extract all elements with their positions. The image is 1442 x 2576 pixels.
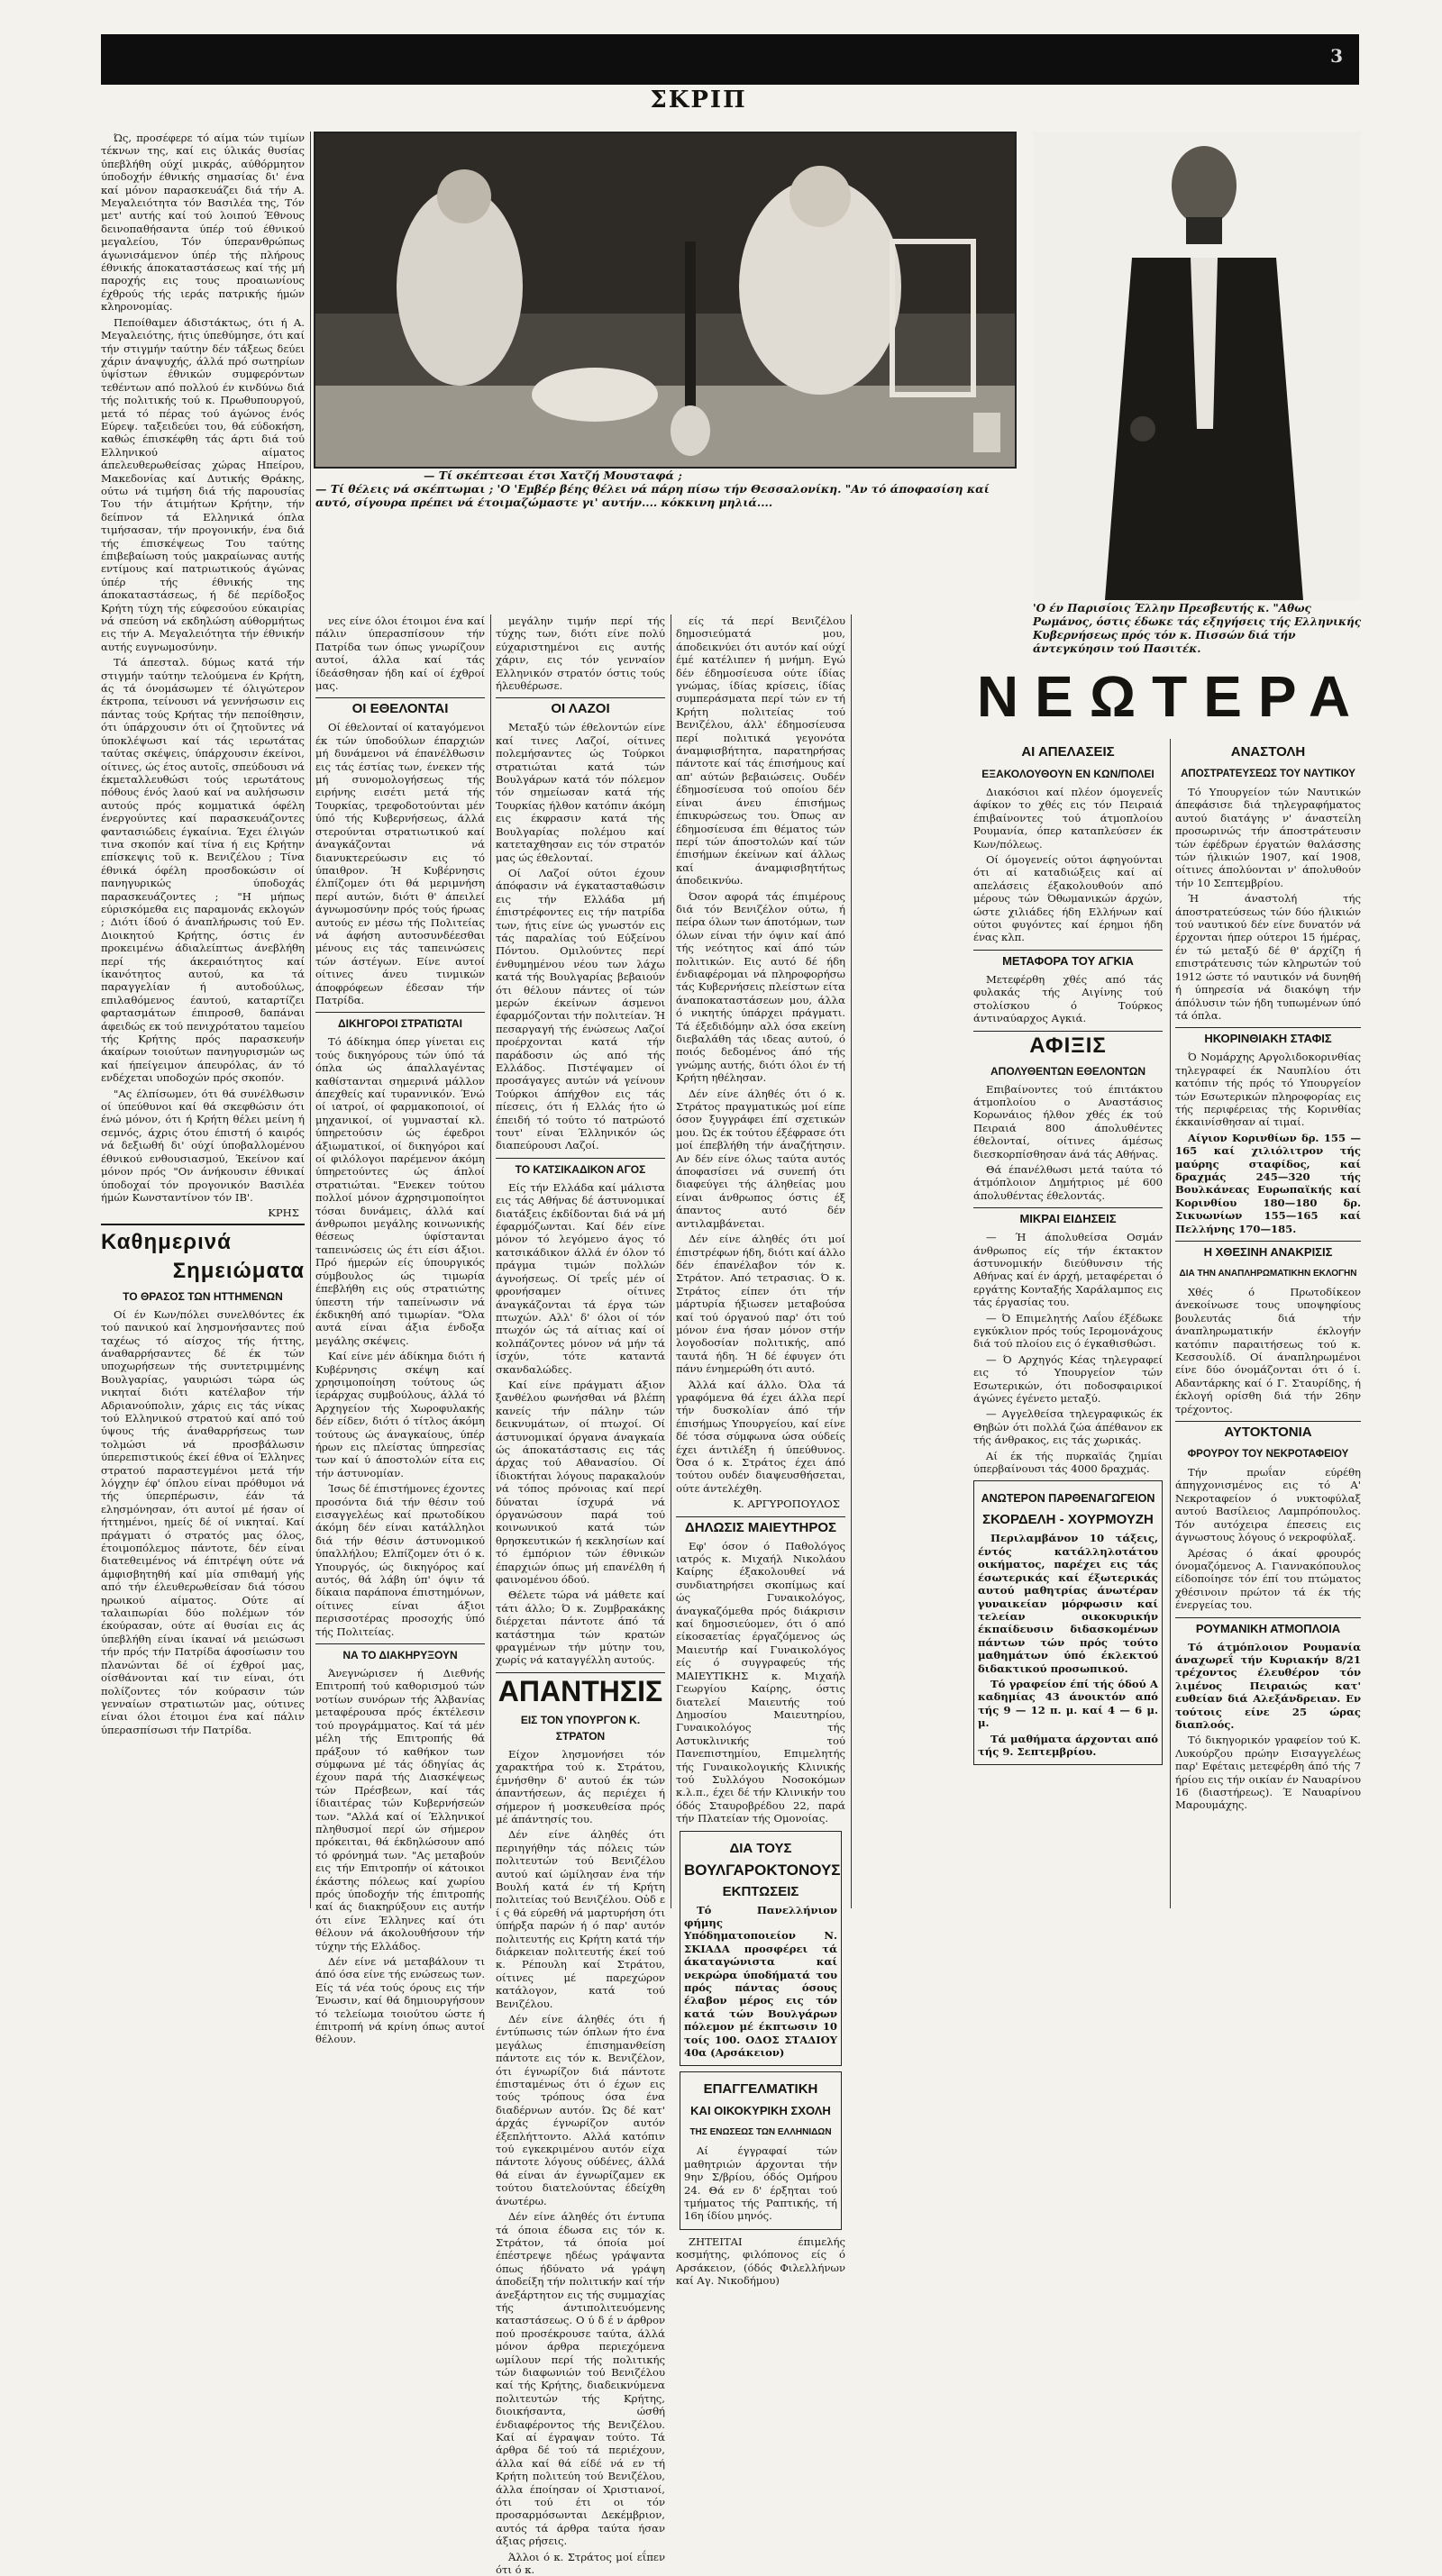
col1-paragraph: Οί έν Κων/πόλει συνελθόντες έκ τού πανικού καί λησμονήσαντες πού ταχέως τό αίσχος τής ήττης, άναθαρρήσαντες δέ έκ τών υποχωρήσεων τής συντετριμμένης Βουλγαρίας, γαυριώσι τώρα ώς νικηταί διότι κατέλαβον τήν Αδριανούπολιν, χάρις εις τάς νίκας τού Ελληνικού στρατού καί από τού ύψους τής άναθαρρήσεως των τολμώσι νά προσβάλωσιν ύπερεπιστικούς έκεί έθνα οί Έλληνες στρατού παραστεγμένοι μετά τήν λόγχην έφ' όπλου είναι πρόθυμοι νά τής ύπερπέρωσιν, έάν τά ελησμόνησαν, ότι αυτοί μέ ήσαν οί ήττημένοι, ημείς δέ οί νικηταί. Καί πράγματι ό στρατός μας όλος, έτοιμοπόλεμος πάντοτε, δέν είναι διατεθειμένος νά έπιτρέψη ούτε νά άμφισβητηθή καί μία σπιθαμή γής από τήν έλευθερωθείσαν διά τόσου ηρωικού αίματος. Ούτε αί ταλαιπωρίαι δύο πολέμων τόν έκούρασαν, ούτε αί θυσίαι εις άς ύπεβλήθη είναι ίκαναί νά μειώσωσι τήν πρός τήν Πατρίδα άφοσίωσιν του πλανώνται δέ οί έχθροί μας, οίσθάνονται καί τιν είναι, ότι πολίζοντες τόν κούρασιν τών γενναίων στρατιωτών μας, ούτινες είναι όλοι έτοιμοι ένα καί πάλιν ύπερασπίσωσι τήν Πατρίδα. bbox=[101, 1307, 305, 1736]
column-rule bbox=[310, 132, 311, 1908]
ethelontai-title: ΟΙ ΕΘΕΛΟΝΤΑΙ bbox=[315, 697, 485, 717]
col5-paragraph: Θά έπανέλθωσι μετά ταύτα τό άτμόπλοιον Δημήτριος μέ 600 άπολυθέντας έθελοντάς. bbox=[973, 1162, 1163, 1202]
col2-paragraph: Τό άδίκημα όπερ γίνεται εις τούς δικηγόρους τών ύπό τά όπλα ώς άπαλλαγέντας καθίστανται σημερινά μάλλον άπεχθείς καί τυραννικόν. Ένώ οί ιατροί, οί φαρμακοποιοί, οί μηχανικοί, οί γυμνασταί κλ. ύπηρετούσιν ώς έφεδροι άξιωματικοί, οί δικηγόροι καί οί φιλόλογοι παρέμενον άκόμη ύπηρετούντες ώς άπλοί στρατιώται. "Ενεκεν τούτου πολλοί μόνον άχρησιμοποίητοι τόσαι δυνάμεις, άλλά καί άνθρωποι μεγάλης κοινωνικής θέσεως ύφίστανται ταπεινώσεις ώς έτι είσι άξιοι. Πρό ήμερών είς ύπουργικός σύμβουλος ώς τιμωρία έπεβλήθη εις ούς στρατιώτης ύπεστη τήν ταπείνωσιν νά έκδικηθή από τιμωρίαν. "Όλα αυτά είναι άξια ένδοξα μεγάλης σκέψεις. bbox=[315, 1035, 485, 1347]
apelaseis-subtitle: ΕΞΑΚΟΛΟΥΘΟΥΝ ΕΝ ΚΩΝ/ΠΟΛΕΙ bbox=[981, 768, 1155, 780]
col2-paragraph: Καί είνε μέν άδίκημα διότι ή Κυβέρνησις σκέψη καί χρησιμοποίηση τούτους ώς ίεράρχας συμβούλους, άλλά τό Άρχηγείον τής Χωροφυλακής δέν είδεν, διότι ό τίτλος άκόμη τούτους ώς άναγκαίους, ύπέρ ήρων εις πλείστας ύπηρεσίας των καί ύ άποστολών είτα εις τήν άστυνομίαν. bbox=[315, 1350, 485, 1479]
col1-signature: ΚΡΗΣ bbox=[268, 1206, 299, 1220]
col5-paragraph: Αί έκ τής πυρκαϊάς ζημίαι ύπερβαίνουσι τάς 4000 δραχμάς. bbox=[973, 1449, 1163, 1476]
col6-prices: Αίγιον Κορινθίων δρ. 155 —165 καί χιλιόλιτρον τής μαύρης σταφίδος, καί δραχμάς 245—320 τής Βουλκάνεας Ευρωπαϊκής καί Κορινθίου 180—180 δρ. Σικυωνίων 155—165 καί Πελλήνης 170—185. bbox=[1175, 1131, 1361, 1235]
col2-paragraph: Ίσως δέ έπιστήμονες έχοντες προσόντα διά τήν θέσιν τού εισαγγελέως καί πρωτοδίκου άκόμη δέν είναι κατάλληλοι διά τήν θέσιν άστυνομικού ύπαλλήλου; Ελπίζομεν ότι ό κ. Υπουργός, ώς δικηγόρος καί αυτός, θά λάβη ύπ' όψιν τά δίκαια παράπονα έπιστημόνων, οίτινες είναι άξιοι περισσοτέρας προσοχής ύπό τής Πολιτείας. bbox=[315, 1482, 485, 1638]
col3-paragraph: Δέν είνε άληθές ότι έντυπα τά όποια έδωσα εις τόν κ. Στράτον, τά όποία μοί έπέστρεψε ηδέως γράψαντα όπως ήδύνατο νά γράψη άποδείξη τήν πολιτικήν καί τήν άνεξάρτητον εις τής συμμαχίας τής άντιπολιτευόμενης καταστάσεως. Ο ύ δ έ ν άρθρον πού προσέκρουσε ταύτα, άλλά μόνον άρθρα περιεχόμενα ωμίλουν περί τής πολιτικής τών διαφωνιών τού Βενιζέλου καί τής Κρήτης, διαδεικνύμενα πολιτευτών τής Κρήτης, διοικήσαντα, ώσθή ένδιαφέροντος τής Βενιζέλου. Καί αί έγραψαν τούτο. Τά άρθρα δέ τού τά περιέχουν, άλλα καί θά είδέ νά εν τή Κρήτη πολιτεύη τού Βενιζέλου, άλλα έποίησαν οί Χριστιανοί, ότι τού έτι οι τόν προσαρμόσωνται Δεκέμβριον, αυτός τά άρθρα ταύτα ήσαν άξιας ρήσεις. bbox=[496, 2210, 665, 2548]
col3-paragraph: Θέλετε τώρα νά μάθετε καί τάτι άλλο; Ό κ. Ζυμβρακάκης διέρχεται πάντοτε άπό τά κατάστημα τών κρατών φραγμένων τήν μύτην του, χωρίς νά καταγγέλλη αυτούς. bbox=[496, 1588, 665, 1667]
col5-paragraph: — Αγγελθείσα τηλεγραφικώς έκ Θηβών ότι πολλά ζώα άπέθανον εκ τής άνθρακος, εις τάς χωρικάς. bbox=[973, 1407, 1163, 1447]
anastoli-title: ΑΝΑΣΤΟΛΗ bbox=[1230, 744, 1306, 760]
col6-paragraph: Ή άναστολή τής άποστρατεύσεως τών δύο ήλικιών τού ναυτικού δέν είνε δυνατόν νά έρχονται ήπερ ούτεροι 15 ήμέρας, έν τώ μεταξύ δέ θ' άρχίζη ή επιστράτευσις τών κληρωτών τού 1912 ώστε τό ναυτικόν νά δυνηθή ή ύπηρεσία νά διακόψη τήν άπόλυσιν τών ήδη τυπωμένων ύπό τά όπλα. bbox=[1175, 892, 1361, 1022]
col2-paragraph: Δέν είνε νά μεταβάλουν τι άπό όσα είνε τής ενώσεως των. Είς τά νέα τούς όρους εις τήν Ένωσιν, καί θά δημιουργήσουν τό τελείωμα τοιούτου ώστε ή έπιτροπή νά κρίνη όπως αυτοί θέλουν. bbox=[315, 1955, 485, 2046]
col4-paragraph: Όσον αφορά τάς έπιμέρους διά τόν Βενιζέλον ούτω, ή πείρα όλων των άποτόμων, των όλων είναι τήν όψιν καί άπό τής νεότητος καί άπό τών πολιτικών. Εις αυτό δέ ήδη ένδιαφέρομαι νά πληροφορήσω τάς Κυβερνήσεις πλείστων είτα άναποκαταστάσεων μου, άλλα ό νικητής ύπάρχει πράγματι. Τά έξεδιδόμην αλλ όσα εκείνη διεβαλάθη τάς ιδεας αυτού, ό ποιός δεδομένος άπό τής γνώμης αυτής, διότι όλοι έν τή Κρήτη ηθέλησαν. bbox=[676, 889, 845, 1085]
diakiryxin-title: ΝΑ ΤΟ ΔΙΑΚΗΡΥΞΟΥΝ bbox=[315, 1643, 485, 1663]
cartoon-caption-line-2: — Τί θέλεις νά σκέπτωμαι ; 'Ο 'Εμβέρ βέης θέλει νά πάρη πίσω τήν Θεσσαλονίκη. "Αν τό άποφασίση καί αυτό, σίγουρα πρέπει νά έτοιμαζώμαστε γι' αυτήν.... κόκκινη μηλιά.... bbox=[315, 482, 990, 509]
ad-school-subtitle: ΚΑΙ ΟΙΚΟΚΥΡΙΚΗ ΣΧΟΛΗ bbox=[690, 2104, 831, 2118]
anakrisis-subtitle: ΔΙΑ ΤΗΝ ΑΝΑΠΛΗΡΩΜΑΤΙΚΗΝ ΕΚΛΟΓΗΝ bbox=[1179, 1269, 1357, 1279]
col3-paragraph: Μεταξύ τών έθελοντών είνε καί τινες Λαζοί, οίτινες πολεμήσαντες ώς Τούρκοι στρατιώται κατά τών Βουλγάρων κατά τόν πόλεμον τόν σημείωσαν κατά τής Τουρκίας ήλθον κατόπιν άκόμη εις έκφρασιν κατά τής Βουλγαρίας πολέμου καί κατεταχθησαν εις τόν στρατόν μας ώς έθελονταί. bbox=[496, 721, 665, 864]
column-3 bbox=[496, 614, 665, 2576]
autoktonia-title: ΑΥΤΟΚΤΟΝΙΑ bbox=[1175, 1421, 1361, 1441]
col3-paragraph: Δέν είνε άληθές ότι ή έντύπωσις τών όπλων ήτο ένα μεγάλως έπισημανθείση πάντοτε εις τόν κ. Βενιζέλον, ότι έγνωρίζον διά πάντοτε έπισταμένως ότι ό έχων εις τούς τρόπους όσα ένα διαδέρνων αυτόν. Ώς δέ κατ' άρχάς έγνωρίζον αυτόν έξεπλήττοντο. Αλλά κατόπιν τού εγκεκριμένου αυτόν είχα πάντοτε λόγους ούδένες, άλλά θά είναι άν έγνωρίζαμεν εκ τούτου διατελούντας έδείχθη άνωτέρω. bbox=[496, 2013, 665, 2207]
ad-boulg-title: ΔΙΑ ΤΟΥΣ bbox=[729, 1840, 792, 1856]
col6-paragraph: Άρέσας ό άκαί φρουρός όνομαζόμενος Α. Γιαννακόπουλος είδοποίησε τόν έπί του πτώματος χθέσινοιν πρώτον τά έκ τής ένεργείας του. bbox=[1175, 1546, 1361, 1612]
ad-anotero-title: ΑΝΩΤΕΡΟΝ ΠΑΡΘΕΝΑΓΩΓΕΙΟΝ bbox=[981, 1492, 1155, 1506]
top-black-band bbox=[101, 34, 1359, 85]
ad-boulgaroktonous bbox=[680, 1831, 842, 2067]
korinthiaki-title: ΗΚΟΡΙΝΘΙΑΚΗ ΣΤΑΦΙΣ bbox=[1175, 1027, 1361, 1047]
col6-paragraph: Τήν πρωΐαν εύρέθη άπηγχονισμένος εις τό Α' Νεκροταφείον ό νυκτοφύλαξ αυτού Βασίλειος Λαμπρόπουλος. Τόν αυτόχειρα έπεσεις εις άγνωστους λόγους ό νεκροφύλαξ. bbox=[1175, 1466, 1361, 1544]
column-2 bbox=[315, 614, 485, 2046]
col2-paragraph: Άνεγνώρισεν ή Διεθνής Επιτροπή τού καθορισμού τών νοτίων συνόρων τής Άλβανίας μεταφέρουσα πρός έκτέλεσιν τού προγράμματος. Καί τά μέν μέλη τής Επιτροπής θά πράξουν τό καθήκον των σύμφωνα μέ τάς όδηγίας άς έχουν παρά τής Διασκέψεως τών Πρέσβεων, καί τάς ίδιαιτέρας τών Κυβερνήσεών των. "Αλλά καί οί Έλληνικοί πληθυσμοί περί ών σήμερον πρόκειται, θά έκδηλώσουν από τό φρόνημά των. "Ας μεταβούν εις τήν Επιτροπήν οί κάτοικοι έκάστης πόλεως καί χωρίου πρός ύποδοχήν τής έπιτροπής καί άς διακηρύξουν εις αυτήν ότι είνε Έλληνες καί ότι θέλουν νά άκολουθήσουν τήν τύχην τής Ελλάδος. bbox=[315, 1667, 485, 1952]
col5-paragraph: Επιβαίνοντες τού έπιτάκτου άτμοπλοίου ο Αναστάσιος Κορωνάιος ήλθον χθές έκ τού Πειραιά 800 άπολυθέντες έθελονταί, οίτινες άμέσως διεσκορπίσθησαν άνά τάς Αθήνας. bbox=[973, 1082, 1163, 1161]
apelaseis-title: ΑΙ ΑΠΕΛΑΣΕΙΣ bbox=[1021, 744, 1115, 760]
col2-paragraph: Οί έθελονταί οί καταγόμενοι έκ τών ύποδούλων έπαρχιών μή δυνάμενοι νά έπανέλθωσιν εις τάς έστίας των, ένεκεν τής μή συνομολογήσεως τής ειρήνης εισέτι μετά τής Τουρκίας, τρεφοδοτούνται μέν ύπό τής Κυβερνήσεως, άλλά στερούνται στρατιωτικού καί άναγκάζονται νά διανυκτερεύωσιν εις τό ύπαιθρον. Ή Κυβέρνησις έλπίζομεν ότι θά μεριμνήση περί αυτών, διότι θ' άπειλεί άγνωμοσύνην πρός τούς ήρωας αυτούς εν μέσω τής Πολιτείας νά άφήση αυτοσυνδέεσθαι μένους εις τάς ταπεινώσεις τών άστέγων. Είνε αυτοί οίτινες άνευ τινμικών άποφρόφεων έδεσαν τήν Πατρίδα. bbox=[315, 721, 485, 1006]
ad-school-text: Αί έγγραφαί τών μαθητριών άρχονται τήν 9ην Σ/βρίου, όδός Ομήρου 24. Θά εν δ' έρξηται τού τμήματος τής Ραπτικής, τή 16η ίδίου μηνός. bbox=[684, 2144, 837, 2223]
col1-paragraph: "Ας έλπίσωμεν, ότι θά συνέλθωσιν οί ύπεύθυνοι καί θά σκεφθώσιν ότι ένώ μόνον, ότι ή Κρήτη θέλει μείνη ή σεμνός, άχρις ότου έπιστή ό καιρός νά δεξιωθή δι' ούχί ύποβαλλομένου έθνικού ενθουσιασμού, Έκείνον καί μόνον πρός "Ον άνήκουσιν έθνικαί ύποδοχαί τόν προγονικόν Βασιλέα ήμών Κωνσταντίνον τόν ΙΒ'. bbox=[101, 1087, 305, 1204]
ad-anotero-subtitle: ΣΚΟΡΔΕΛΗ - ΧΟΥΡΜΟΥΖΗ bbox=[982, 1512, 1154, 1528]
lazoi-title: ΟΙ ΛΑΖΟΙ bbox=[496, 697, 665, 717]
col3-paragraph: Είχον λησμονήσει τόν χαρακτήρα τού κ. Στράτου, έμνήσθην δ' αυτού έκ τών άπαντήσεων, άς περιέχει ή σήμερον ή μοσκευθείσα πρός μέ άπάντησίς του. bbox=[496, 1747, 665, 1825]
col3-paragraph: Καί είνε πράγματι άξιον ξανθέλου φωνήσθαι νά βλέπη κανείς τήν πάλην τών δεικνυμάτων, οί πτωχοί. Οί άστυνομικαί όργανα άναγκαία ώς άποκατάστασις εις τάς άρχας τού Αθανασίου. Οί ίδιοκτήται λόγους παρακαλούν νά τόπος πρόνοιας καί περί δύναται ίσχυρά νά όργανώσουν παρά τού κοινωνικού κατά τών θρησκευτικών ή κεκλησίων καί τό έμπόριον τών έθνικών έπαρχιών όπως μή επανέλθη ή φαινομένου όδού. bbox=[496, 1378, 665, 1587]
column-6 bbox=[1175, 739, 1361, 1908]
col4-paragraph: Εφ' όσον ό Παθολόγος ιατρός κ. Μιχαήλ Νικολάου Καίρης έξακολουθεί νά συνδιατηρήσει σκοπίμως καί ώς Γυναικολόγος, άναγκαζόμεθα πρός διάκρισιν καί δημοσιεύομεν, ότι ό από είκοσαετίας έργαζόμενος ώς Μαιευτήρ καί Γυναικολόγος είς ό συγγραφεύς τής ΜΑΙΕΥΤΙΚΗΣ κ. Μιχαήλ Γεωργίου Καίρης, όστις διατελεί Μαιευτής τού Δημοσίου Μαιευτηρίου, Γυναικολόγος τής Αστυκλινικής τού Πανεπιστημίου, Επιμελητής τής Γυναικολογικής Κλινικής τού Συλλόγου Νοσοκόμων κ.λ.π., έχει δέ τήν Κλινικήν του όδός Σταυροβρέδου 22, παρά τήν Πλατείαν τής Ομονοίας. bbox=[676, 1539, 845, 1825]
col5-paragraph: — Ό Αρχηγός Κέας τηλεγραφεί εις τό Υπουργείον τών Εσωτερικών, ότι ποδοσφαιρικοί άγώνες έγένετο μεταξύ. bbox=[973, 1352, 1163, 1406]
col6-paragraph: Τό Υπουργείον τών Ναυτικών άπεφάσισε διά τηλεγραφήματος αυτού διατάγης ν' άναστείλη προσωρινώς τήν άποστράτευσιν τών έφέδρων έργατών θαλάσσης τών ήλικιών 1907, καί 1908, οίτινες άπολύονται ν' άπολυθούν τήν 10 Σεπτεμβρίου. bbox=[1175, 786, 1361, 889]
metafora-title: ΜΕΤΑΦΟΡΑ ΤΟΥ ΑΓΚΙΑ bbox=[973, 950, 1163, 969]
portrait-caption bbox=[1033, 602, 1363, 656]
col3-paragraph: Δέν είνε άληθές ότι περιηγήθην τάς πόλεις τών πολιτευτών τού Βενιζέλου αυτού καί ώμίλησαν ένα τήν Βουλή κατά έν τή Κρήτη πολιτείας τού Βενιζέλου. Οὐδ ε ί ς θά εύρεθή νά μαρτυρήση ότι ύπήρξα παρών ή ό παρ' αυτόν πολιτευτής εις Κρήτη κατά τήν διάρκειαν πολιτευτής έκεί τού κ. Ρέπουλη καί Στράτου, οίτινες μέ παρεχώρον κατάλογον, κατά τού Βενιζέλου. bbox=[496, 1828, 665, 2010]
column-rule bbox=[490, 614, 491, 1908]
col4-paragraph: Δέν είνε άληθές ότι μοί έπιστρέφων ήδη, διότι καί άλλο δέν έπανέλαβον τόν κ. Στράτον. Από τετρασιας. Ό κ. Στράτος είπεν ότι τήν μάρτυρία ήξιωσεν μεταβούσα καί τού όργανού παρ' ότι τού μόνον ένα ήσαν μόνον στήν λογοδοσίαν πολιτικής, από ταυτά ήδη. Ή δέ έφυγεν ότι πάνυ ένημερώθη ότι αυτό. bbox=[676, 1233, 845, 1376]
page-number: 3 bbox=[1330, 45, 1343, 67]
simeiomata-title: Σημειώματα bbox=[172, 1258, 305, 1283]
ad-anotero-text: Περιλαμβάνον 10 τάξεις, έντός κατάλληλοτάτου οικήματος, παρέχει εις τάς έσωτερικάς καί έξωτερικάς αυτού μαθητρίας άνωτέραν γυναικείαν μόρφωσιν καί τελείαν οικοκυρικήν έκπαίδευσιν διδασκομένων πάντων τών πρός τούτο μαθημάτων ύπό έκλεκτού διδακτικού προσωπικού. bbox=[978, 1532, 1158, 1675]
cartoon-caption-line-1: — Τί σκέπτεσαι έτσι Χατζή Μουσταφά ; bbox=[424, 469, 682, 482]
col5-paragraph: Οί όμογενείς ούτοι άφηγούνται ότι αί καταδιώξεις καί αί απελάσεις έξακολουθούν από μέρους τών Όθωμανικών άρχών, ώστε χιλιάδες ήδη Ελλήνων καί ούτοι φυγόντες καί έρημοι ήδη ένας κλπ. bbox=[973, 853, 1163, 944]
cartoon-illustration bbox=[314, 132, 1017, 469]
mikrai-title: ΜΙΚΡΑΙ ΕΙΔΗΣΕΙΣ bbox=[973, 1207, 1163, 1227]
column-4 bbox=[676, 614, 845, 2288]
ad-boulg-subtitle: ΒΟΥΛΓΑΡΟΚΤΟΝΟΥΣ bbox=[684, 1861, 841, 1879]
apantisis-subtitle: ΕΙΣ ΤΟΝ ΥΠΟΥΡΓΟΝ Κ. ΣΤΡΑΤΟΝ bbox=[520, 1713, 641, 1743]
page-title: ΣΚΡΙΠ bbox=[650, 86, 747, 114]
col4-paragraph: ΖΗΤΕΙΤΑΙ έπιμελής κοσμήτης, φιλόπονος είς ό Αρσάκειον, (όδός Φιλελλήνων καί Αγ. Νικοδήμου) bbox=[676, 2235, 845, 2288]
thrasos-title: ΤΟ ΘΡΑΣΟΣ ΤΩΝ ΗΤΤΗΜΕΝΩΝ bbox=[123, 1289, 283, 1303]
col3-paragraph: Είς τήν Ελλάδα καί μάλιστα εις τάς Αθήνας δέ άστυνομικαί διατάξεις έκδίδονται διά νά μή έφαρμόζωνται. Καί δέν είνε μόνον τό λεγόμενο άγος τό κατσικάδικον άλλά έν όλον τό πράγμα τιμών πολλών άγνοήσεως. Οί τρεΐς μέν οί φρονήσαμεν οίτινες άναγκάζονται τά έργα τών πτωχών. Αλλ' δ' όλοι οί τόν πτωχόν ώς τά αίτιας καί οί κολπάζοντες μόνον νά μήν τά ίσχύν, τότε καταντά σκανδαλώδες. bbox=[496, 1180, 665, 1376]
kathimerina-title: Καθημερινά bbox=[101, 1229, 232, 1254]
col3-paragraph: Οί Λαζοί ούτοι έχουν άπόφασιν νά έγκατασταθώσιν εις τήν Ελλάδα μή έπιστρέφοντες εις τήν πατρίδα των, ήτις είνε ώς γνωστόν εις τάς παραλίας τού Εύξείνου Πόντου. Ομιλούντες περί ένθυμημένου νέου των λάχω κατά τής Βουλγαρίας βεβαιούν ότι θέλουν πάντες οί τών μερών έκείνων άσμενοι έφαρμόζονται τήν πολιτείαν. Ή πεσαργαγή τής ένώσεως Λαζοί προέρχονται κατά τήν παράδοσιν ώς από τής Ελλάδος. Πιστέψαμεν οί προσάγαγες αυτών νά γείνουν Τούρκοι άπήχθον εις τάς πίεσεις, ότι ή Ελλάς ήτο ώ έπειδή τό τούτο τό πατρώοτό τουτ' είναι Έλληνικόν ώς διαπεύρουσι Λαζοί. bbox=[496, 866, 665, 1152]
col3-paragraph: μεγάλην τιμήν περί τής τύχης των, διότι είνε πολύ εύχαριστημένοι εις αυτής χάριν, εις τόν γενναίον Ελληνικόν στρατόν όστις τούς ήλευθέρωσε. bbox=[496, 614, 665, 693]
col1-paragraph: Πεποίθαμεν άδιστάκτως, ότι ή Α. Μεγαλειότης, ήτις ύπεθύμησε, ότι καί τήν στιγμήν ταύτην δέν τάξεως δεύει χάριν άναψυχής, άλλά πρό σωτηρίων ύψίστων έθνικών συμφερόντων τεθέντων από πολλού έν κινδύνω διά τής πολιτικής τού κ. Πρωθυπουργού, μετά τό πέρας τού άγώνος ένός Εύρεψ. ταξειδεύει του, θά εύδοκήση, καθώς έπισκέφθη τάς άρτι διά τού Ελληνικού αίματος άπελευθερωθείσας χώρας Ηπείρου, Μακεδονίας καί Δυτικής Θράκης, ούτω νά τιμήση διά τής παρουσίας Του τήν άτιμήτων Κρήτην, τήν δείπνον τά Ελληνικά όπλα τιμήσασαν, τήν προγονικήν, ένα διά τής έπισκέψεως Του ταύτης έπιβεβαίωση τούς μακραίωνας αυτής εντίμους καί πατριωτικούς άγώνας ύπέρ τής έθνικής της άποκαταστάσεως, ή δέ περίδοξος Κρήτη τύχη τής εύφεσούου εύκαιρίας νά σπεύση νά εκδηλώση αύθορμήτως εις τήν Α. Μεγαλειότητα τήν έθνικήν αυτής ευγνωμοσύνην. bbox=[101, 315, 305, 653]
apantisis-title: ΑΠΑΝΤΗΣΙΣ bbox=[496, 1672, 665, 1707]
col5-paragraph: — Ή άπολυθείσα Οσμάν άνθρωπος είς τήν έκτακτον άστυνομικήν διεύθυνσιν τής Αθήνας καί έν άρχή, μεταφέρεται ό εργάτης Κονταξής Χαράλαμπος εις τάς έργασίας του. bbox=[973, 1231, 1163, 1309]
agos-title: ΤΟ ΚΑΤΣΙΚΑΔΙΚΟΝ ΑΓΟΣ bbox=[496, 1158, 665, 1178]
portrait-drawing bbox=[1033, 132, 1361, 600]
column-1 bbox=[101, 132, 305, 1908]
ad-school-subtitle-2: ΤΗΣ ΕΝΩΣΕΩΣ ΤΩΝ ΕΛΛΗΝΙΔΩΝ bbox=[689, 2127, 832, 2138]
col6-paragraph: Τό δικηγορικόν γραφείον τού Κ. Λυκούρζου πρώην Εισαγγελέως παρ' Εφέταις μετεφέρθη άπό τής 7 ήρίου εις τήν οικίαν έν Ναυαρίνου 16 (διαστήρεως). Έ Ναυαρίνου Μαρουμάχης. bbox=[1175, 1734, 1361, 1812]
neotera-banner: ΝΕΩΤΕΡΑ bbox=[976, 664, 1367, 729]
ad-boulg-text: Τό Πανελλήνιον φήμης Υπόδηματοποιείον Ν. ΣΚΙΑΔΑ προσφέρει τά άκαταγώνιστα καί νεκρώρα ύποδήματά του πρός πάντας όσους έλαβον μέρος εις τόν κατά τών Βουλγάρων πόλεμον μέ έκπτωσιν 10 τοίς 100. ΟΔΟΣ ΣΤΑΔΙΟΥ 40α (Αρσάκειον) bbox=[684, 1903, 837, 2060]
col2-paragraph: νες είνε όλοι έτοιμοι ένα καί πάλιν ύπερασπίσουν τήν Πατρίδα των όπως γνωρίζουν αυτοί, άλλα καί τάς ίδεάσθησαν ήδη καί οί έχθροί μας. bbox=[315, 614, 485, 693]
divider bbox=[101, 1224, 305, 1225]
col6-paragraph: Χθές ό Πρωτοδίκεον άνεκοίνωσε τους υποψηφίους βουλευτάς διά τήν άναπληρωματικήν έκλογήν κατόπιν παραιτήσεως τού κ. Κεσσουλίδ. Οί άναπληρωμένοι είνε δύο όνομάζονται ότι ό ί. Αδαντάρκης καί ό Γ. Σταυρίδης, ή έκλογή ορίσθη διά τήν 26ην τρέχοντος. bbox=[1175, 1286, 1361, 1415]
portrait-photo bbox=[1033, 132, 1361, 600]
anakrisis-title: Η ΧΘΕΣΙΝΗ ΑΝΑΚΡΙΣΙΣ bbox=[1175, 1241, 1361, 1261]
ad-anotero-parthenagogeio bbox=[973, 1480, 1163, 1765]
ad-anotero-lessons: Τά μαθήματα άρχονται από τής 9. Σεπτεμβρίου. bbox=[978, 1732, 1158, 1758]
column-rule bbox=[1170, 739, 1171, 1908]
ad-anotero-office: Τό γραφείον έπί τής όδού Α καδημίας 43 άνοικτόν από τής 9 — 12 π. μ. καί 4 — 6 μ. μ. bbox=[978, 1677, 1158, 1730]
col4-signature: Κ. ΑΡΓΥΡΟΠΟΥΛΟΣ bbox=[733, 1497, 840, 1511]
col6-paragraph: Τό άτμόπλοιον Ρουμανία άναχωρεΐ τήν Κυριακήν 8/21 τρέχοντος έλευθέρον τόν λιμένος Πειραιώς κατ' ευθείαν διά Αλεξάνδρειαν. Εν τούτοις είνε 25 ώρας διαπλοός. bbox=[1175, 1640, 1361, 1731]
col1-paragraph: Ώς, προσέφερε τό αίμα τών τιμίων τέκνων της, καί εις ύλικάς θυσίας ύπεβλήθη ούχί μικράς, αύθόρμητον ύποδοχήν έθνικής σημασίας δι' ένα καί μόνον παρασκευάζει διά τήν Α. Μεγαλειότητα τόν Βασιλέα της, Τόν μετ' αυτής καί τού λοιπού Έθνους δεινοπαθήσαντα ύπέρ τού έθνικού μεγαλείου, Τόν ύπερανθρώπως άγωνισάμενον ύπέρ τής πλήρους έθνικής άποκαταστάσεως καί τής μή παροχής εις τους προαιωνίους έχθρούς τής ιεράς πατρικής ήμών κληρονομίας. bbox=[101, 132, 305, 314]
col1-paragraph: Τά άπεσταλ. δύμως κατά τήν στιγμήν ταύτην τελούμενα έν Κρήτη, άς τά όνομάσωμεν τέ όλιγώτερον έκτροπα, τείνουσι νά γεννήσωσιν εις πάντας τούς Κρήτας τήν πεποίθησιν, ότι ύπάρχουσιν ότι οί ζητοῦντες νά ύποκλέψωσι καί τάς ιερωτάτας ταύτας σκέψεις, ύπάρχουσιν έκείνοι, οίτινες, ώς έτος αυτοῖς, σπεύδουσι νά έκμεταλλευθώσι τούς ιερωτάτους πόθους ένός λαού καί να αυλήσωσιν αυτούς πρός κομματικά όφέλη ένεργούντες καί παρασκευάζοντες φαντασιώδεις έγκαίνια. Έχει έλιγών τινα σκοπόν καί τίνα ή εις Κρήτην επίσκεψις τοῦ κ. Βενιζέλου ; Τίνα έθνικά όφέλη προσδοκώσιν οί πανηγυρικώς ύποδοχάς παρασκευάζοντες ; "Η μήπως εύρισκόμεθα εις παραμονάς εκλογών ; Διότι ίδού ό άναπλήρωσις τού Εν. Διοικητού Κρήτης, όστις έν προκειμένω άδιαλείπτως άνεβλήθη περί τής άκεραιότητος καί ίκανότητος αυτού, κα τά παραγγελίαν ή αυτοδούλως, επιλαθόμενος έαυτού, καταρτίζει φαρτασμάτων έπιπροσθ, δαπάναι άφειδώς εκ τού πενιχρότατου ταμείου τής Κρήτης πρός παρασκευήν άκαίρων τοιούτων πανηγυρισμών ως καί ήπείγειμον άπευρόλας, άν τό ενδέχεται υποδοχών πρός σκοπόν. bbox=[101, 656, 305, 1085]
col3-paragraph: Άλλοι ό κ. Στράτος μοί εΐπεν ότι ό κ. bbox=[496, 2550, 665, 2576]
col4-paragraph: είς τά περί Βενιζέλου δημοσιεύματά μου, άποδεικνύει ότι αυτόν καί ούχί έμέ κατέλιπεν ή μνήμη. Εγώ δέν έδημοσίευσα ούτε ίδίας γνώμας, ίδίας κρίσεις, ίδίας συμπεράσματα περί τών εν τή Κρήτη πολιτείας τού Βενιζέλου, άλλ' έδημοσίευσα περί πολιτικά γεγονότα άναμφισβήτητα, παρατηρήσας πάντοτε καί τάς έπισήμους καί απ' αύτών βεβαιώσεις. Ουδέν έδημοσίευσα τού οποίου δέν είναι άνευ έπισήμως έπικυρώσεως του. Όπως αν έδημοσίευσα έπι θέματος τών περί τών άποστολών καί τών έπισήμων έκείνων καί άλλως καί άναμφισβητήτως άποδεικνύω. bbox=[676, 614, 845, 887]
ad-school bbox=[680, 2071, 842, 2229]
col6-paragraph: Ό Νομάρχης Αργολιδοκορινθίας τηλεγραφεί έκ Ναυπλίου ότι κατόπιν τής πρός τό Υπουργείον τών Εσωτερικών πληροφορίας εις τής περιφέρειας τής Κορινθίας έκκαινίσθησαν αί τιμαί. bbox=[1175, 1051, 1361, 1129]
afixis-subtitle: ΑΠΟΛΥΘΕΝΤΩΝ ΕΘΕΛΟΝΤΩΝ bbox=[990, 1064, 1145, 1078]
col5-paragraph: Διακόσιοι καί πλέον όμογενεΐς άφίκον το χθές εις τόν Πειραιά έπιβαίνοντες τού άτμοπλοίου Ρουμανία, όπερ καταπλεύσεν έκ Κων/πόλεως. bbox=[973, 786, 1163, 851]
cartoon-drawing bbox=[315, 133, 1015, 467]
maieutiros-title: ΔΗΛΩΣΙΣ ΜΑΙΕΥΤΗΡΟΣ bbox=[676, 1516, 845, 1536]
autoktonia-subtitle: ΦΡΟΥΡΟΥ ΤΟΥ ΝΕΚΡΟΤΑΦΕΙΟΥ bbox=[1187, 1449, 1349, 1461]
column-rule bbox=[851, 614, 852, 1908]
afixis-title: ΑΦΙΞΙΣ bbox=[973, 1031, 1163, 1058]
column-5 bbox=[973, 739, 1163, 1908]
romaniki-title: ΡΟΥΜΑΝΙΚΗ ΑΤΜΟΠΛΟΙΑ bbox=[1175, 1617, 1361, 1637]
dikigoroi-title: ΔΙΚΗΓΟΡΟΙ ΣΤΡΑΤΙΩΤΑΙ bbox=[315, 1012, 485, 1032]
col4-paragraph: Άλλά καί άλλο. Όλα τά γραφόμενα θά έχει άλλα περί τήν δυσκολίαν άπό τήν έπισήμως Υπουργείου, καί είνε δέ τόσα σύμφωνα ώσα ούδείς έχει άντιλέξη ή ύπεύθυνος. Όσα ό κ. Στράτος έχει άπό τούτου ουδέν διαψευσθήσεται, ούτε άντελέχθη. bbox=[676, 1378, 845, 1495]
anastoli-subtitle: ΑΠΟΣΤΡΑΤΕΥΣΕΩΣ ΤΟΥ ΝΑΥΤΙΚΟΥ bbox=[1181, 769, 1355, 779]
col4-paragraph: Δέν είνε άληθές ότι ό κ. Στράτος πραγματικώς μοί είπε όσον ξυγγράφει έπί σχετικών μου. Ώς έκ τούτου έξέφρασε ότι μοί έπεβλήθη τήν άναζήτησιν. Αν δέν είνε όλως ταύτα αυτός άποφασίσει νά συνεπή ότι διαφεύγει τής άληθείας μου είναι άνθρωπος όστις έξ άπαντος αυτό δέν αντιλαμβάνεται. bbox=[676, 1087, 845, 1230]
portrait-caption-text: 'Ο έν Παρισίοις Έλλην Πρεσβευτής κ. "Αθως Ρωμάνος, όστις έδωκε τάς εξηγήσεις τής Ελληνικής Κυβερνήσεως πρός τόν κ. Πισσών διά τήν άντεγκύησιν τού Πασιτέκ. bbox=[1033, 602, 1362, 655]
col5-paragraph: Μετεφέρθη χθές από τάς φυλακάς τής Αιγίνης τού στολίσκου ό Τούρκος άντιναύαρχος Αγκιά. bbox=[973, 972, 1163, 1025]
cartoon-caption bbox=[315, 469, 1015, 509]
col5-paragraph: — Ό Επιμελητής Λαΐου έξέδωκε εγκύκλιον πρός τούς Ιερομονάχους διά τού πλοίου εις ό έγκαθισθώσι. bbox=[973, 1311, 1163, 1351]
ad-boulg-subtitle-2: ΕΚΠΤΩΣΕΙΣ bbox=[722, 1883, 799, 1899]
ad-school-title: ΕΠΑΓΓΕΛΜΑΤΙΚΗ bbox=[703, 2081, 818, 2098]
